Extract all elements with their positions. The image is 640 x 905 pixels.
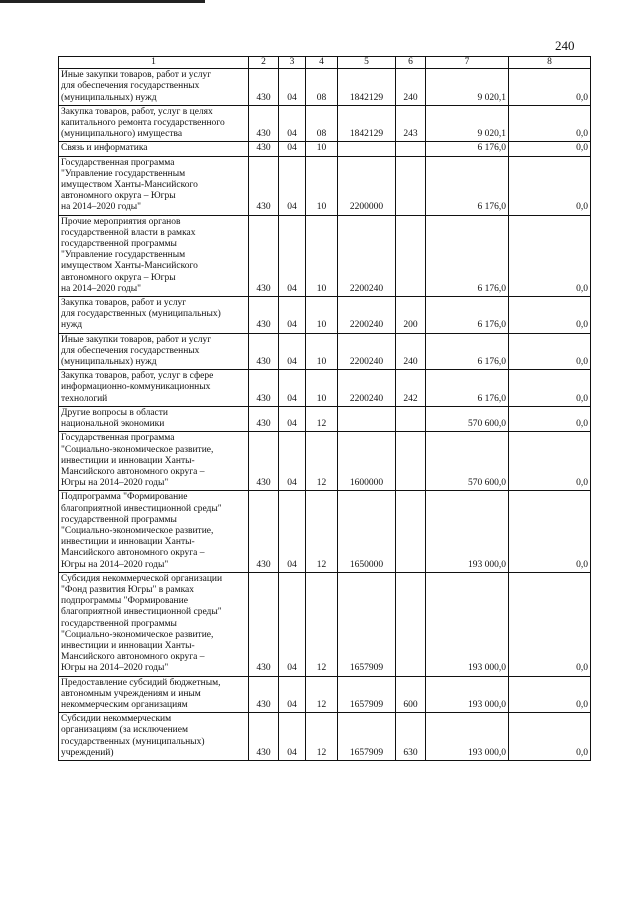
amount-cell: 193 000,0: [426, 491, 509, 572]
table-row: [59, 142, 591, 156]
table-row: [59, 215, 591, 296]
amount-cell: 193 000,0: [426, 572, 509, 676]
amount-cell: 6 176,0: [426, 333, 509, 370]
section-cell: 04: [279, 142, 306, 156]
amount-cell: 193 000,0: [426, 713, 509, 761]
amount-cell: 6 176,0: [426, 215, 509, 296]
subsection-cell: 12: [306, 713, 338, 761]
column-header: 6: [396, 57, 426, 69]
subsection-cell: 10: [306, 215, 338, 296]
line-item-name: Закупка товаров, работ и услуг для государственных (муниципальных) нужд: [59, 297, 249, 334]
admin-code-cell: 430: [249, 713, 279, 761]
target-article-cell: 1657909: [338, 676, 396, 713]
subsection-cell: 12: [306, 491, 338, 572]
target-article-cell: 1842129: [338, 69, 396, 106]
subsection-cell: 10: [306, 333, 338, 370]
line-item-name: Субсидии некоммерческим организациям (за исключением государственных (муниципальных) учреждений): [59, 713, 249, 761]
section-cell: 04: [279, 333, 306, 370]
page-number: 240: [555, 38, 575, 53]
section-cell: 04: [279, 215, 306, 296]
section-cell: 04: [279, 406, 306, 431]
amount-cell: 6 176,0: [426, 370, 509, 407]
column-header: 5: [338, 57, 396, 69]
amount-cell: 9 020,1: [426, 105, 509, 142]
subsection-cell: 10: [306, 142, 338, 156]
table-row: [59, 333, 591, 370]
admin-code-cell: 430: [249, 156, 279, 215]
second-amount-cell: 0,0: [509, 105, 591, 142]
target-article-cell: 2200240: [338, 215, 396, 296]
table-row: [59, 491, 591, 572]
target-article-cell: [338, 142, 396, 156]
target-article-cell: 1657909: [338, 572, 396, 676]
table-row: [59, 370, 591, 407]
column-header: 2: [249, 57, 279, 69]
line-item-name: Закупка товаров, работ, услуг в сфере информационно-коммуникационных технологий: [59, 370, 249, 407]
admin-code-cell: 430: [249, 491, 279, 572]
table-row: [59, 297, 591, 334]
target-article-cell: [338, 406, 396, 431]
second-amount-cell: 0,0: [509, 406, 591, 431]
table-row: [59, 69, 591, 106]
second-amount-cell: 0,0: [509, 432, 591, 491]
expense-type-cell: 600: [396, 676, 426, 713]
subsection-cell: 08: [306, 105, 338, 142]
target-article-cell: 1842129: [338, 105, 396, 142]
line-item-name: Другие вопросы в области национальной экономики: [59, 406, 249, 431]
section-cell: 04: [279, 676, 306, 713]
admin-code-cell: 430: [249, 297, 279, 334]
admin-code-cell: 430: [249, 676, 279, 713]
expense-type-cell: [396, 142, 426, 156]
amount-cell: 570 600,0: [426, 406, 509, 431]
subsection-cell: 08: [306, 69, 338, 106]
second-amount-cell: 0,0: [509, 491, 591, 572]
section-cell: 04: [279, 370, 306, 407]
second-amount-cell: 0,0: [509, 676, 591, 713]
section-cell: 04: [279, 69, 306, 106]
expense-type-cell: 243: [396, 105, 426, 142]
second-amount-cell: 0,0: [509, 297, 591, 334]
column-header: 7: [426, 57, 509, 69]
line-item-name: Прочие мероприятия органов государственной власти в рамках государственной программы "Управление государственным имуществом Ханты-Мансийского автономного округа – Югры на 2014–2020 годы": [59, 215, 249, 296]
target-article-cell: 1650000: [338, 491, 396, 572]
subsection-cell: 12: [306, 676, 338, 713]
expense-type-cell: [396, 432, 426, 491]
admin-code-cell: 430: [249, 333, 279, 370]
amount-cell: 6 176,0: [426, 142, 509, 156]
line-item-name: Закупка товаров, работ, услуг в целях капитального ремонта государственного (муниципального) имущества: [59, 105, 249, 142]
admin-code-cell: 430: [249, 69, 279, 106]
admin-code-cell: 430: [249, 432, 279, 491]
table-row: [59, 156, 591, 215]
table-row: [59, 713, 591, 761]
expense-type-cell: [396, 491, 426, 572]
section-cell: 04: [279, 156, 306, 215]
admin-code-cell: 430: [249, 572, 279, 676]
second-amount-cell: 0,0: [509, 370, 591, 407]
subsection-cell: 12: [306, 572, 338, 676]
column-header: 8: [509, 57, 591, 69]
admin-code-cell: 430: [249, 370, 279, 407]
table-row: [59, 105, 591, 142]
target-article-cell: 2200240: [338, 333, 396, 370]
expense-type-cell: 240: [396, 333, 426, 370]
section-cell: 04: [279, 572, 306, 676]
line-item-name: Подпрограмма "Формирование благоприятной инвестиционной среды" государственной программы "Социально-экономическое развитие, инвестиции и инновации Ханты- Мансийского автономного округа – Югры на 2014–2020 годы": [59, 491, 249, 572]
expense-type-cell: [396, 572, 426, 676]
amount-cell: 9 020,1: [426, 69, 509, 106]
expense-type-cell: [396, 406, 426, 431]
line-item-name: Субсидия некоммерческой организации "Фонд развития Югры" в рамках подпрограммы "Формирование благоприятной инвестиционной среды" государственной программы "Социально-экономическое развитие, инвестиции и инновации Ханты- Мансийского автономного округа – Югры на 2014–2020 годы": [59, 572, 249, 676]
line-item-name: Государственная программа "Социально-экономическое развитие, инвестиции и инновации Ханты- Мансийского автономного округа – Югры на 2014–2020 годы": [59, 432, 249, 491]
section-cell: 04: [279, 297, 306, 334]
admin-code-cell: 430: [249, 105, 279, 142]
subsection-cell: 10: [306, 370, 338, 407]
second-amount-cell: 0,0: [509, 142, 591, 156]
column-numbers-row: [59, 57, 591, 69]
second-amount-cell: 0,0: [509, 69, 591, 106]
second-amount-cell: 0,0: [509, 572, 591, 676]
expense-type-cell: [396, 156, 426, 215]
admin-code-cell: 430: [249, 406, 279, 431]
column-header: 1: [59, 57, 249, 69]
budget-table: [58, 56, 591, 761]
second-amount-cell: 0,0: [509, 333, 591, 370]
table-row: [59, 572, 591, 676]
column-header: 4: [306, 57, 338, 69]
line-item-name: Иные закупки товаров, работ и услуг для обеспечения государственных (муниципальных) нужд: [59, 333, 249, 370]
target-article-cell: 2200240: [338, 370, 396, 407]
expense-type-cell: [396, 215, 426, 296]
expense-type-cell: 240: [396, 69, 426, 106]
section-cell: 04: [279, 432, 306, 491]
target-article-cell: 2200000: [338, 156, 396, 215]
second-amount-cell: 0,0: [509, 713, 591, 761]
column-header: 3: [279, 57, 306, 69]
expense-type-cell: 242: [396, 370, 426, 407]
amount-cell: 570 600,0: [426, 432, 509, 491]
admin-code-cell: 430: [249, 215, 279, 296]
table-row: [59, 676, 591, 713]
table-row: [59, 432, 591, 491]
amount-cell: 193 000,0: [426, 676, 509, 713]
subsection-cell: 12: [306, 406, 338, 431]
admin-code-cell: 430: [249, 142, 279, 156]
target-article-cell: 1657909: [338, 713, 396, 761]
line-item-name: Предоставление субсидий бюджетным, автономным учреждениям и иным некоммерческим организациям: [59, 676, 249, 713]
top-rule: [0, 0, 205, 3]
subsection-cell: 10: [306, 156, 338, 215]
table-row: [59, 406, 591, 431]
line-item-name: Государственная программа "Управление государственным имуществом Ханты-Мансийского автономного округа – Югры на 2014–2020 годы": [59, 156, 249, 215]
second-amount-cell: 0,0: [509, 156, 591, 215]
amount-cell: 6 176,0: [426, 297, 509, 334]
subsection-cell: 10: [306, 297, 338, 334]
section-cell: 04: [279, 105, 306, 142]
section-cell: 04: [279, 491, 306, 572]
amount-cell: 6 176,0: [426, 156, 509, 215]
line-item-name: Иные закупки товаров, работ и услуг для обеспечения государственных (муниципальных) нужд: [59, 69, 249, 106]
expense-type-cell: 630: [396, 713, 426, 761]
line-item-name: Связь и информатика: [59, 142, 249, 156]
target-article-cell: 1600000: [338, 432, 396, 491]
section-cell: 04: [279, 713, 306, 761]
expense-type-cell: 200: [396, 297, 426, 334]
target-article-cell: 2200240: [338, 297, 396, 334]
subsection-cell: 12: [306, 432, 338, 491]
second-amount-cell: 0,0: [509, 215, 591, 296]
